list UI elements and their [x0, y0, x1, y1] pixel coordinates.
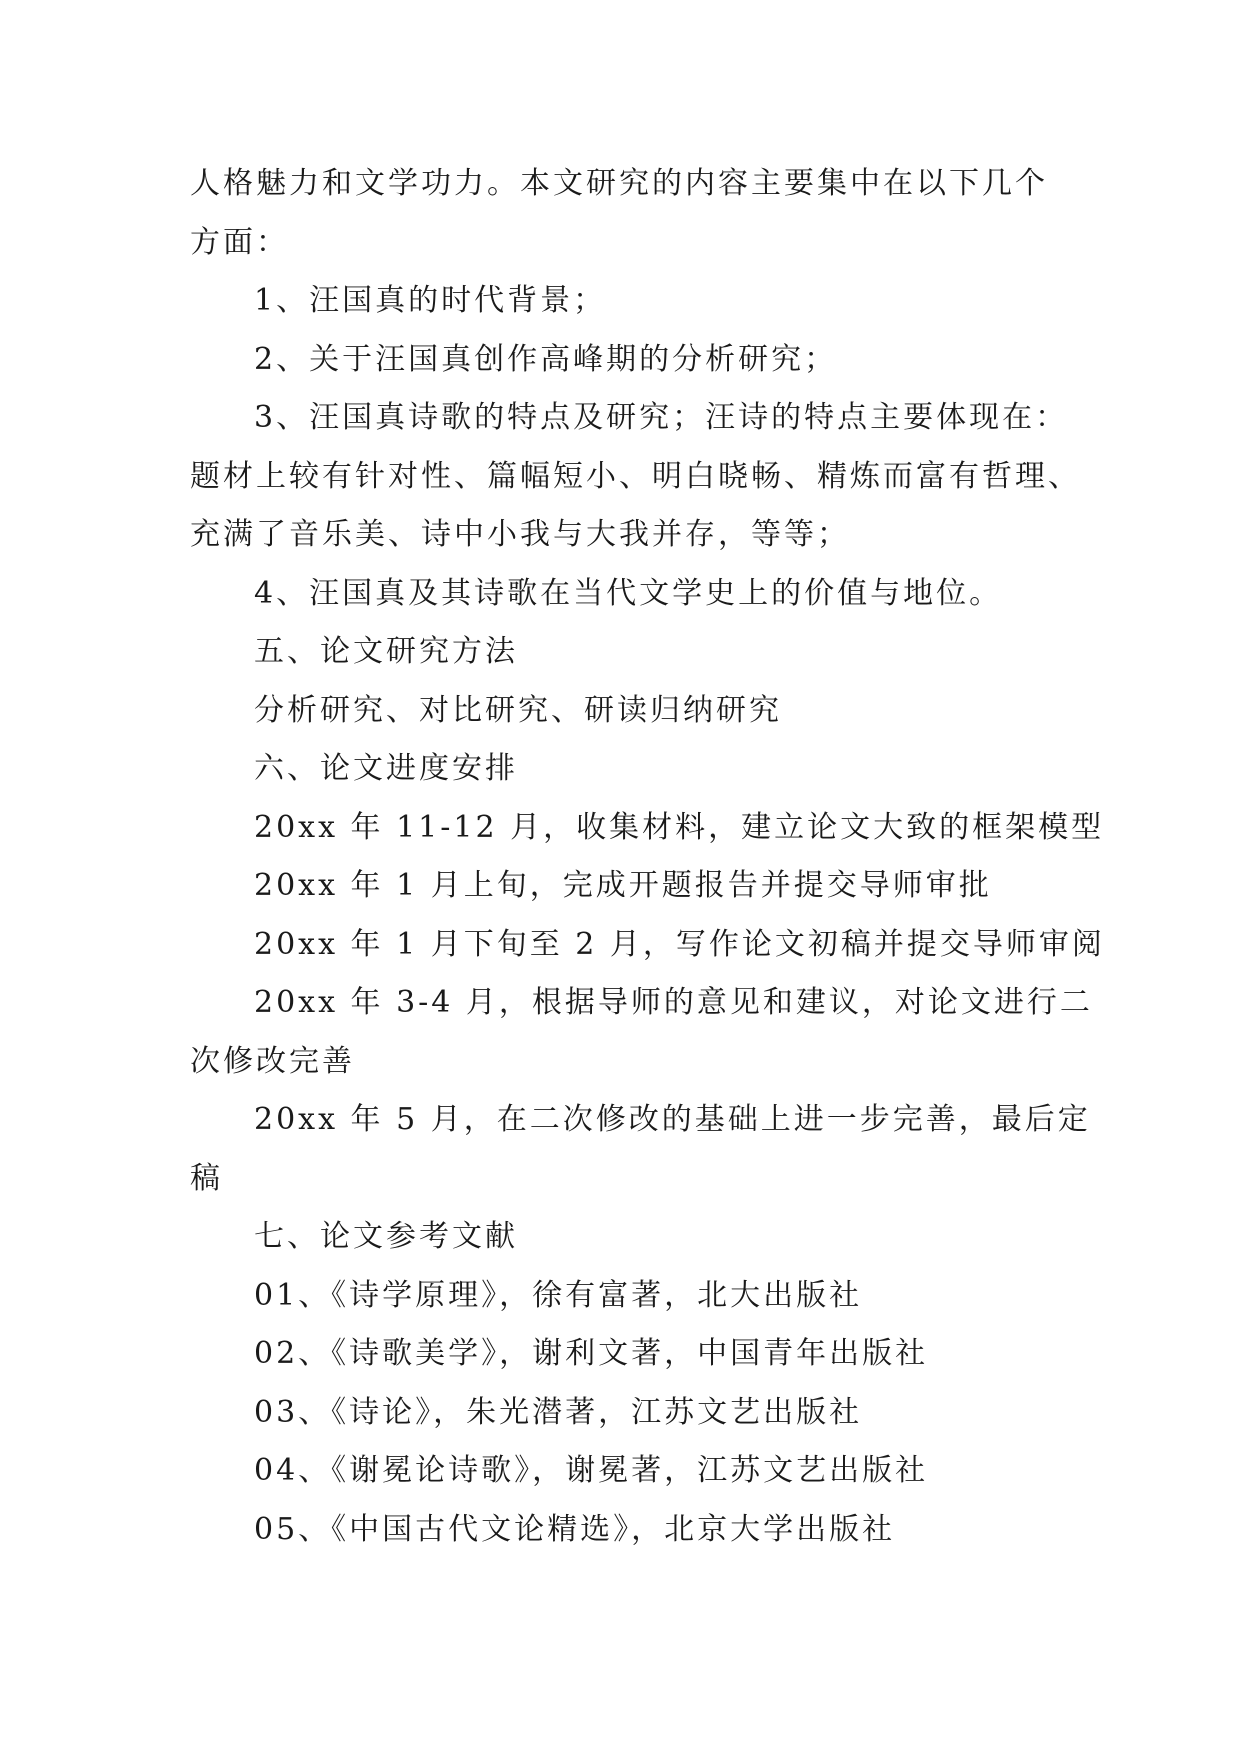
- schedule-item: 20xx 年 5 月，在二次修改的基础上进一步完善，最后定: [254, 1102, 1091, 1137]
- paragraph-line: 分析研究、对比研究、研读归纳研究: [254, 692, 782, 728]
- paragraph-line: 稿: [190, 1160, 223, 1196]
- paragraph-line: 人格魅力和文学功力。本文研究的内容主要集中在以下几个: [190, 166, 1048, 201]
- list-item: 1、汪国真的时代背景；: [254, 283, 607, 318]
- reference-item: 05、《中国古代文论精选》，北京大学出版社: [254, 1511, 896, 1547]
- section-heading: 六、论文进度安排: [254, 751, 518, 786]
- schedule-item: 20xx 年 1 月下旬至 2 月，写作论文初稿并提交导师审阅: [254, 926, 1105, 962]
- paragraph-line: 充满了音乐美、诗中小我与大我并存，等等；: [190, 517, 850, 552]
- reference-item: 03、《诗论》，朱光潜著，江苏文艺出版社: [254, 1394, 863, 1430]
- reference-item: 04、《谢冕论诗歌》，谢冕著，江苏文艺出版社: [254, 1453, 929, 1488]
- paragraph-line: 方面：: [190, 224, 289, 260]
- body-text: [190, 155, 1105, 1559]
- reference-item: 02、《诗歌美学》，谢利文著，中国青年出版社: [254, 1336, 929, 1371]
- list-item: 3、汪国真诗歌的特点及研究；汪诗的特点主要体现在：: [254, 400, 1069, 435]
- schedule-item: 20xx 年 3-4 月，根据导师的意见和建议，对论文进行二: [254, 985, 1093, 1020]
- section-heading: 五、论文研究方法: [254, 634, 518, 669]
- paragraph-line: 次修改完善: [190, 1043, 355, 1079]
- schedule-item: 20xx 年 1 月上旬，完成开题报告并提交导师审批: [254, 868, 992, 903]
- schedule-item: 20xx 年 11-12 月，收集材料，建立论文大致的框架模型: [254, 809, 1105, 845]
- section-heading: 七、论文参考文献: [254, 1219, 518, 1254]
- paragraph-line: 题材上较有针对性、篇幅短小、明白晓畅、精炼而富有哲理、: [190, 458, 1081, 494]
- reference-item: 01、《诗学原理》，徐有富著，北大出版社: [254, 1277, 863, 1313]
- list-item: 2、关于汪国真创作高峰期的分析研究；: [254, 341, 838, 377]
- list-item: 4、汪国真及其诗歌在当代文学史上的价值与地位。: [254, 575, 1003, 611]
